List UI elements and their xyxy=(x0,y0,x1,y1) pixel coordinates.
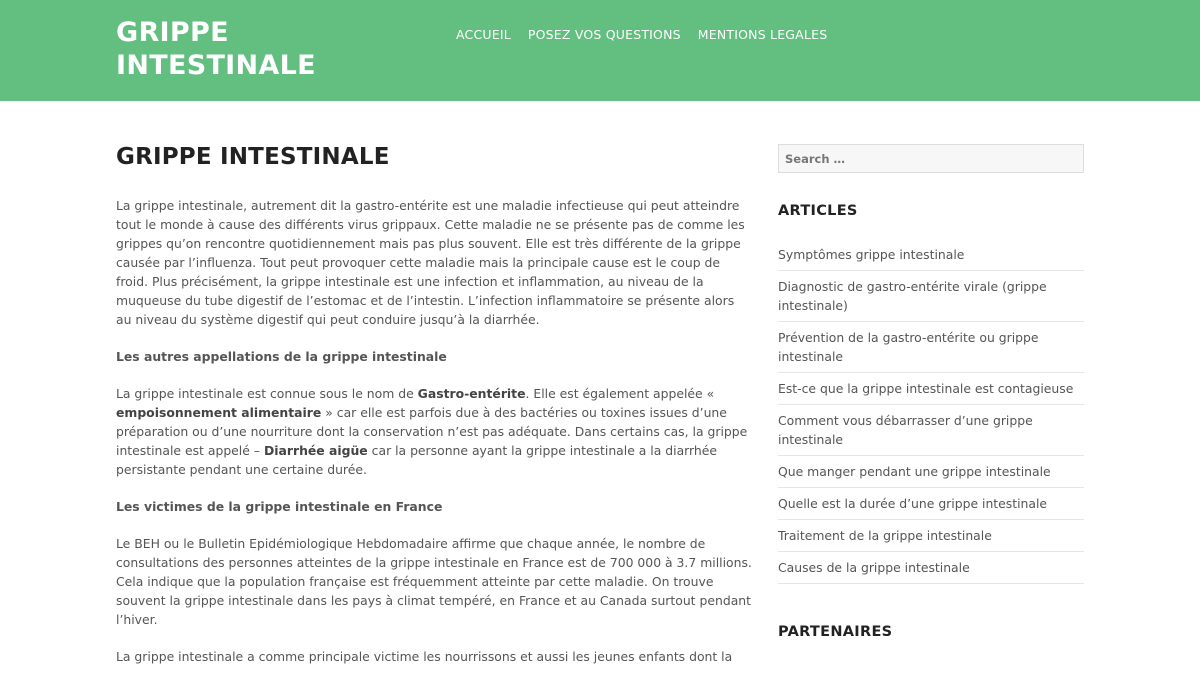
article-link[interactable]: Symptômes grippe intestinale xyxy=(778,247,965,262)
bold-term: Gastro-entérite xyxy=(417,386,526,401)
site-title-line1[interactable]: GRIPPE xyxy=(116,17,229,48)
article-link[interactable]: Diagnostic de gastro-entérite virale (grippe intestinale) xyxy=(778,279,1047,313)
site-title[interactable] xyxy=(116,16,376,82)
article-link[interactable]: Prévention de la gastro-entérite ou grippe intestinale xyxy=(778,330,1039,364)
list-item xyxy=(778,520,1084,552)
appellations-paragraph xyxy=(116,384,752,479)
list-item xyxy=(778,552,1084,584)
intro-paragraph: La grippe intestinale, autrement dit la gastro-entérite est une maladie infectieuse qui peut atteindre tout le monde à cause des différents virus grippaux. Cette maladie ne se présente pas de comme les grippes qu’on rencontre quotidiennement mais pas plus souvent. Elle est très différente de la grippe causée par l’influenza. Tout peut provoquer cette maladie mais la principale cause est le coup de froid. Plus précisément, la grippe intestinale est une infection et inflammation, au niveau de la muqueuse du tube digestif de l’estomac et de l’intestin. L’infection inflammatoire se présente alors au niveau du système digestif qui peut conduire jusqu’à la diarrhée. xyxy=(116,198,745,327)
article-link[interactable]: Traitement de la grippe intestinale xyxy=(778,528,992,543)
list-item xyxy=(778,322,1084,373)
nav-accueil[interactable]: ACCUEIL xyxy=(456,27,511,42)
article-link[interactable]: Quelle est la durée d’une grippe intestinale xyxy=(778,496,1048,511)
partenaires-widget-title: PARTENAIRES xyxy=(778,624,893,640)
text-span: . Elle est également appelée « xyxy=(525,386,715,401)
nav-posez-vos-questions[interactable]: POSEZ VOS QUESTIONS xyxy=(527,27,681,42)
page-title: GRIPPE INTESTINALE xyxy=(116,144,390,170)
articles-widget-title: ARTICLES xyxy=(778,203,858,219)
nav-mentions-legales[interactable]: MENTIONS LEGALES xyxy=(697,27,828,42)
list-item xyxy=(778,239,1084,271)
bold-term: empoisonnement alimentaire xyxy=(116,405,322,420)
victims-continued-paragraph: La grippe intestinale a comme principale victime les nourrissons et aussi les jeunes enfants dont la xyxy=(116,649,733,664)
text-span: car la personne ayant la grippe intestinale a la diarrhée persistante pendant une certaine durée. xyxy=(116,443,718,477)
text-span: La grippe intestinale est connue sous le nom de xyxy=(116,386,418,401)
list-item xyxy=(778,271,1084,322)
sidebar xyxy=(778,144,1084,640)
list-item xyxy=(778,456,1084,488)
main-content xyxy=(116,144,752,684)
list-item xyxy=(778,373,1084,405)
site-title-line2[interactable]: INTESTINALE xyxy=(116,50,316,81)
victimes-paragraph: Le BEH ou le Bulletin Epidémiologique Hebdomadaire affirme que chaque année, le nombre de consultations des personnes atteintes de la grippe intestinale en France est de 700 000 à 3.7 millions. Cela indique que la population française est fréquemment atteinte par cette maladie. On trouve souvent la grippe intestinale dans les pays à climat tempéré, en France et au Canada surtout pendant l’hiver. xyxy=(116,536,752,627)
section-heading-appellations: Les autres appellations de la grippe intestinale xyxy=(116,349,447,364)
article-link[interactable]: Que manger pendant une grippe intestinale xyxy=(778,464,1051,479)
search-input[interactable] xyxy=(778,144,1084,173)
articles-list xyxy=(778,239,1084,584)
text-span: » car elle est parfois due à des bactéries ou toxines issues d’une préparation ou d’une nourriture dont la conservation n’est pas adéquate. Dans certains cas, la grippe intestinale est appelé – xyxy=(116,405,748,458)
list-item xyxy=(778,405,1084,456)
main-nav xyxy=(456,27,827,42)
article-link[interactable]: Est-ce que la grippe intestinale est contagieuse xyxy=(778,381,1074,396)
section-heading-victimes: Les victimes de la grippe intestinale en France xyxy=(116,499,443,514)
site-header xyxy=(0,0,1200,101)
list-item xyxy=(778,488,1084,520)
article-link[interactable]: Causes de la grippe intestinale xyxy=(778,560,970,575)
bold-term: Diarrhée aigüe xyxy=(263,443,368,458)
article-link[interactable]: Comment vous débarrasser d’une grippe intestinale xyxy=(778,413,1033,447)
